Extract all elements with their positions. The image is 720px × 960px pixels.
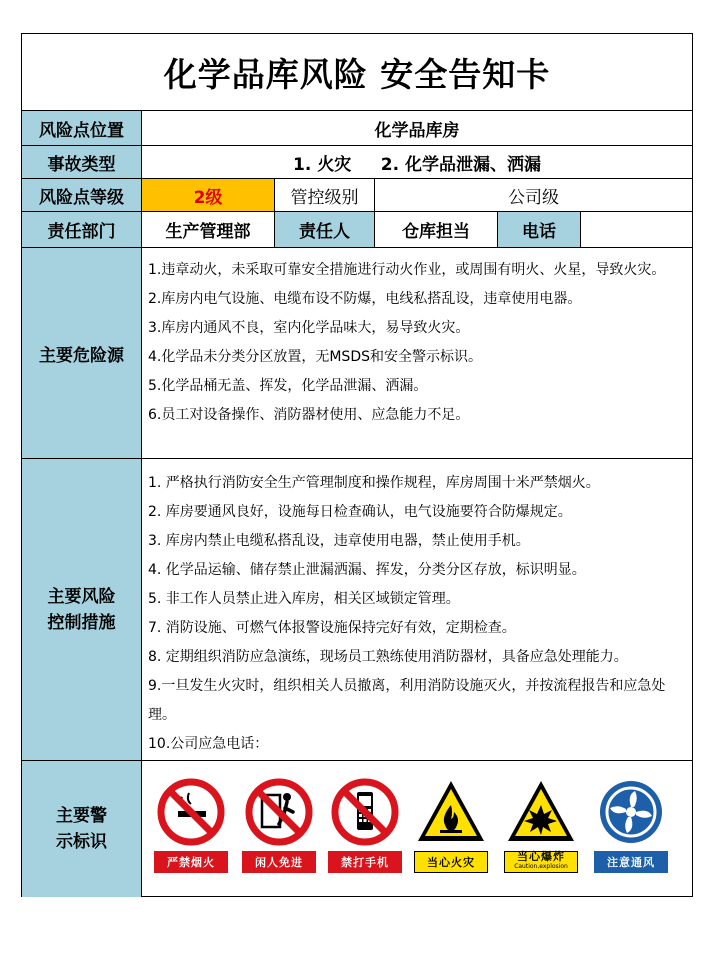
- dept-value: 生产管理部: [142, 212, 275, 247]
- list-item: 10.公司应急电话：: [148, 736, 269, 752]
- phone-label: 电话: [498, 212, 581, 247]
- warning-signs: [142, 761, 692, 897]
- list-item: 2.库房内电气设施、电缆布设不防爆，电线私搭乱设，违章使用电器。: [148, 291, 582, 307]
- measures-list: [142, 459, 692, 760]
- location-value: 化学品库房: [374, 120, 460, 141]
- accident-row: [22, 146, 692, 179]
- signs-label: [22, 761, 142, 897]
- location-row: [22, 111, 692, 146]
- sign-caption: [504, 851, 578, 873]
- sign-caption-sub: Caution,explosion: [514, 863, 568, 870]
- list-item: 6.员工对设备操作、消防器材使用、应急能力不足。: [148, 407, 470, 423]
- no-phone-icon: [328, 775, 402, 849]
- no-smoking-icon: [154, 775, 228, 849]
- level-value: 2级: [142, 179, 275, 211]
- list-item: 9.一旦发生火灾时，组织相关人员撤离，利用消防设施灭火，并按流程报告和应急处理。: [148, 678, 666, 723]
- list-item: 3. 库房内禁止电缆私搭乱设，违章使用电器，禁止使用手机。: [148, 533, 530, 549]
- signs-label-line2: 示标识: [56, 832, 107, 852]
- list-item: 1. 严格执行消防安全生产管理制度和操作规程，库房周围十米严禁烟火。: [148, 475, 600, 491]
- list-item: 2. 库房要通风良好，设施每日检查确认，电气设施要符合防爆规定。: [148, 504, 572, 520]
- safety-notice-card: [21, 33, 693, 897]
- sign-no-entry: [242, 775, 316, 875]
- sign-caption: 当心火灾: [414, 851, 488, 873]
- sign-caption: 闲人免进: [242, 851, 316, 873]
- dept-row: [22, 212, 692, 248]
- explosion-warning-icon: [504, 775, 578, 849]
- no-entry-icon: [242, 775, 316, 849]
- hazards-list: [142, 248, 692, 458]
- control-level-value: 公司级: [508, 187, 559, 208]
- hazards-row: [22, 248, 692, 459]
- list-item: 5. 非工作人员禁止进入库房，相关区域锁定管理。: [148, 591, 460, 607]
- location-label: 风险点位置: [22, 111, 142, 145]
- fire-warning-icon: [414, 775, 488, 849]
- measures-row: [22, 459, 692, 761]
- list-item: 8. 定期组织消防应急演练，现场员工熟练使用消防器材，具备应急处理能力。: [148, 649, 628, 665]
- measures-label: [22, 459, 142, 760]
- signs-row: [22, 761, 692, 897]
- accident-label: 事故类型: [22, 146, 142, 178]
- list-item: 4.化学品未分类分区放置，无MSDS和安全警示标识。: [148, 349, 482, 365]
- sign-no-phone: [328, 775, 402, 875]
- measures-label-line2: 控制措施: [47, 612, 116, 633]
- list-item: 3.库房内通风不良，室内化学品味大，易导致火灾。: [148, 320, 470, 336]
- list-item: 5.化学品桶无盖、挥发，化学品泄漏、洒漏。: [148, 378, 428, 394]
- level-label: 风险点等级: [22, 179, 142, 211]
- sign-fire-warning: [414, 775, 488, 875]
- person-label: 责任人: [275, 212, 375, 247]
- card-title: 化学品库风险 安全告知卡: [22, 34, 692, 111]
- sign-explosion-warning: [504, 775, 578, 875]
- sign-ventilation: [594, 775, 668, 875]
- signs-label-line1: 主要警: [56, 806, 107, 826]
- level-row: [22, 179, 692, 212]
- sign-no-smoking: [154, 775, 228, 875]
- control-level-label: 管控级别: [275, 179, 375, 211]
- sign-caption: 严禁烟火: [154, 851, 228, 873]
- sign-caption: 注意通风: [594, 851, 668, 873]
- list-item: 7. 消防设施、可燃气体报警设施保持完好有效，定期检查。: [148, 620, 516, 636]
- sign-caption-main: 当心爆炸: [517, 850, 565, 863]
- list-item: 4. 化学品运输、储存禁止泄漏洒漏、挥发，分类分区存放，标识明显。: [148, 562, 586, 578]
- ventilation-icon: [594, 775, 668, 849]
- list-item: 1.违章动火，未采取可靠安全措施进行动火作业，或周围有明火、火星，导致火灾。: [148, 262, 666, 278]
- measures-label-line1: 主要风险: [47, 586, 116, 607]
- hazards-label: 主要危险源: [22, 248, 142, 458]
- sign-caption: 禁打手机: [328, 851, 402, 873]
- accident-value: 1. 火灾 2. 化学品泄漏、洒漏: [292, 154, 541, 175]
- dept-label: 责任部门: [22, 212, 142, 247]
- person-value: 仓库担当: [375, 212, 498, 247]
- phone-value: [581, 212, 692, 247]
